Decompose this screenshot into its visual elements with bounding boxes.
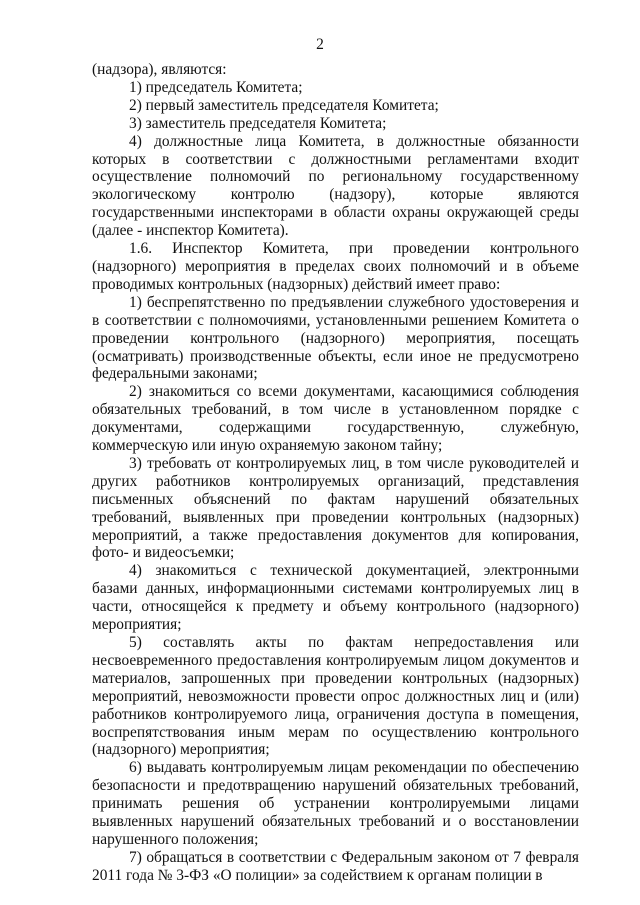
right-item-1: 1) беспрепятственно по предъявлении служебного удостоверения и в соответствии с полномочиями, установленными решением Комитета о проведении контрольного (надзорного) мероприятия, посещать (осматривать) производственные объекты, если иное не предусмотрено федеральными законами;	[92, 293, 579, 383]
list-item-officials: 4) должностные лица Комитета, в должностные обязанности которых в соответствии с должностными регламентами входит осуществление полномочий по региональному государственному экологическому контролю (надзору), которые являются государственными инспекторами в области охраны окружающей среды (далее - инспектор Комитета).	[92, 132, 579, 240]
list-item-chairman: 1) председатель Комитета;	[129, 78, 303, 96]
list-item-deputy: 3) заместитель председателя Комитета;	[129, 114, 387, 132]
right-item-5: 5) составлять акты по фактам непредоставления или несвоевременного предоставления контролируемым лицом документов и материалов, запрошенных при проведении контрольных (надзорных) мероприятий, невозможности провести опрос должностных лиц и (или) работников контролируемого лица, ограничения доступа в помещения, воспрепятствования иным мерам по осуществлению контрольного (надзорного) мероприятия;	[92, 634, 579, 759]
right-item-4: 4) знакомиться с технической документацией, электронными базами данных, информационными системами контролируемых лиц в части, относящейся к предмету и объему контрольного (надзорного) мероприятия;	[92, 562, 579, 634]
right-item-6: 6) выдавать контролируемым лицам рекомендации по обеспечению безопасности и предотвращению нарушений обязательных требований, принимать решения об устранении контролируемыми лицами выявленных нарушений обязательных требований и о восстановлении нарушенного положения;	[92, 759, 579, 848]
list-item-first-deputy: 2) первый заместитель председателя Комитета;	[129, 96, 439, 114]
right-item-7: 7) обращаться в соответствии с Федеральным законом от 7 февраля 2011 года № 3-ФЗ «О полиции» за содействием к органам полиции в	[92, 848, 579, 884]
document-body	[92, 61, 579, 885]
right-item-3: 3) требовать от контролируемых лиц, в том числе руководителей и других работников контролируемых организаций, представления письменных объяснений по фактам нарушений обязательных требований, выявленных при проведении контрольных (надзорных) мероприятий, а также предоставления документов для копирования, фото- и видеосъемки;	[92, 454, 579, 562]
clause-1-6: 1.6. Инспектор Комитета, при проведении контрольного (надзорного) мероприятия в пределах своих полномочий и в объеме проводимых контрольных (надзорных) действий имеет право:	[92, 240, 579, 293]
paragraph-continuation: (надзора), являются:	[92, 61, 227, 78]
page-number: 2	[316, 36, 324, 53]
right-item-2: 2) знакомиться со всеми документами, касающимися соблюдения обязательных требований, в том числе в установленном порядке с документами, содержащими государственную, служебную, коммерческую или иную охраняемую законом тайну;	[92, 383, 579, 455]
